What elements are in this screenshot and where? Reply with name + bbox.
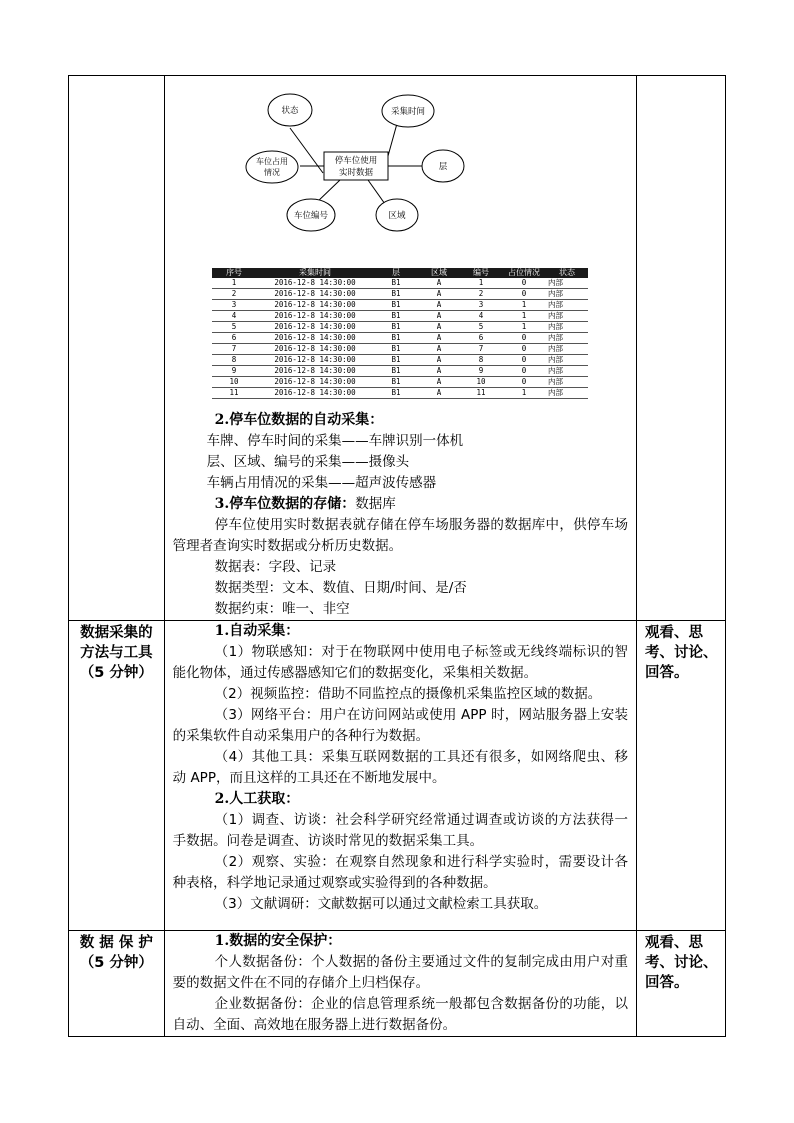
table-cell: B1	[374, 322, 418, 333]
section-duration: （5 分钟）	[79, 665, 153, 681]
table-cell: B1	[374, 366, 418, 377]
table-row	[212, 366, 588, 377]
table-cell: A	[418, 355, 460, 366]
protection-paragraph: 企业数据备份：企业的信息管理系统一般都包含数据备份的功能，以自动、全面、高效地在服务器上进行数据备份。	[172, 996, 628, 1033]
activity-line: 回答。	[645, 665, 689, 681]
row2-right-cell	[637, 621, 726, 931]
table-row	[212, 344, 588, 355]
table-cell: 内部	[546, 388, 588, 399]
auto-item: （3）网络平台：用户在访问网站或使用 APP 时，网站服务器上安装的采集软件自动采集用户的各种行为数据。	[172, 707, 628, 744]
table-cell: 2016-12-8 14:30:00	[256, 289, 374, 300]
table-cell: 2016-12-8 14:30:00	[256, 322, 374, 333]
col-header: 占位情况	[502, 268, 546, 278]
table-cell: B1	[374, 311, 418, 322]
protection-paragraph: 个人数据备份：个人数据的备份主要通过文件的复制完成由用户对重要的数据文件在不同的存储介上归档保存。	[172, 954, 628, 991]
auto-item: （1）物联感知：对于在物联网中使用电子标签或无线终端标识的智能化物体，通过传感器感知它们的数据变化，采集相关数据。	[172, 644, 628, 681]
row1-left-cell	[69, 76, 165, 621]
col-header: 采集时间	[256, 268, 374, 278]
table-cell: B1	[374, 300, 418, 311]
table-cell: 2016-12-8 14:30:00	[256, 366, 374, 377]
table-row	[212, 333, 588, 344]
manual-item: （1）调查、访谈：社会科学研究经常通过调查或访谈的方法获得一手数据。问卷是调查、访谈时常见的数据采集工具。	[172, 812, 628, 849]
table-cell: 1	[502, 388, 546, 399]
table-cell: B1	[374, 355, 418, 366]
table-cell: 1	[502, 300, 546, 311]
entity-attribute-diagram	[240, 88, 560, 238]
storage-heading-tail: 数据库	[355, 496, 396, 512]
col-header: 编号	[460, 268, 502, 278]
table-cell: 0	[502, 344, 546, 355]
col-header: 区域	[418, 268, 460, 278]
occupancy-node-label: 车位占用	[256, 157, 288, 166]
table-cell: 1	[502, 322, 546, 333]
section-title-line: 数 据 保 护	[79, 935, 153, 951]
table-cell: A	[418, 366, 460, 377]
table-cell: 内部	[546, 333, 588, 344]
area-node-label: 区域	[388, 211, 406, 221]
number-node-label: 车位编号	[293, 211, 329, 221]
manual-item: （2）观察、实验：在观察自然现象和进行科学实验时，需要设计各种表格，科学地记录通过观察或实验得到的各种数据。	[172, 854, 628, 891]
table-cell: 内部	[546, 311, 588, 322]
auto-item: （4）其他工具：采集互联网数据的工具还有很多，如网络爬虫、移动 APP，而且这样的工具还在不断地发展中。	[172, 749, 628, 786]
table-cell: 8	[212, 355, 256, 366]
table-cell: 3	[460, 300, 502, 311]
table-cell: 0	[502, 289, 546, 300]
collect-heading: 2.停车位数据的自动采集：	[214, 412, 384, 428]
activity-line: 考、讨论、	[645, 955, 718, 971]
row2-content-cell	[164, 621, 636, 931]
auto-heading: 1.自动采集：	[214, 623, 300, 639]
table-cell: 内部	[546, 377, 588, 388]
table-row	[212, 377, 588, 388]
table-row	[212, 278, 588, 289]
table-cell: 2016-12-8 14:30:00	[256, 344, 374, 355]
table-cell: 内部	[546, 366, 588, 377]
protection-heading: 1.数据的安全保护：	[214, 933, 342, 949]
activity-line: 回答。	[645, 975, 689, 991]
section-title-line: 方法与工具	[80, 645, 153, 661]
center-entity-line: 实时数据	[338, 168, 374, 178]
table-cell: 0	[502, 377, 546, 388]
time-node-label: 采集时间	[390, 107, 426, 117]
activity-line: 观看、思	[645, 625, 703, 641]
table-cell: 2016-12-8 14:30:00	[256, 300, 374, 311]
table-row	[212, 355, 588, 366]
manual-heading: 2.人工获取：	[214, 791, 300, 807]
collect-line: 车辆占用情况的采集——超声波传感器	[206, 475, 437, 491]
table-cell: 10	[460, 377, 502, 388]
table-cell: 10	[212, 377, 256, 388]
activity-line: 观看、思	[645, 935, 703, 951]
table-cell: 2	[212, 289, 256, 300]
table-cell: 5	[460, 322, 502, 333]
table-cell: 0	[502, 333, 546, 344]
storage-line: 数据类型：文本、数值、日期/时间、是/否	[214, 580, 467, 596]
table-cell: 0	[502, 278, 546, 289]
col-header: 状态	[546, 268, 588, 278]
table-cell: B1	[374, 388, 418, 399]
floor-node-label: 层	[438, 162, 448, 172]
table-cell: A	[418, 333, 460, 344]
storage-line: 数据约束：唯一、非空	[214, 601, 350, 617]
table-cell: 3	[212, 300, 256, 311]
table-cell: 2016-12-8 14:30:00	[256, 333, 374, 344]
status-node-label: 状态	[281, 106, 299, 116]
table-cell: 11	[212, 388, 256, 399]
table-cell: 内部	[546, 344, 588, 355]
table-cell: 2016-12-8 14:30:00	[256, 278, 374, 289]
table-cell: 2	[460, 289, 502, 300]
table-cell: A	[418, 311, 460, 322]
table-cell: 2016-12-8 14:30:00	[256, 388, 374, 399]
section-duration: （5 分钟）	[79, 955, 153, 971]
table-cell: B1	[374, 333, 418, 344]
col-header: 层	[374, 268, 418, 278]
section-title-line: 数据采集的	[80, 625, 153, 641]
table-cell: A	[418, 344, 460, 355]
table-cell: 0	[502, 366, 546, 377]
table-cell: 9	[212, 366, 256, 377]
table-row	[212, 289, 588, 300]
table-row	[212, 388, 588, 399]
table-cell: 1	[460, 278, 502, 289]
table-cell: A	[418, 289, 460, 300]
table-cell: 2016-12-8 14:30:00	[256, 377, 374, 388]
collect-line: 层、区域、编号的采集——摄像头	[206, 454, 410, 470]
table-row	[212, 322, 588, 333]
table-cell: A	[418, 377, 460, 388]
table-cell: 6	[460, 333, 502, 344]
storage-paragraph: 停车位使用实时数据表就存储在停车场服务器的数据库中，供停车场管理者查询实时数据或分析历史数据。	[172, 517, 628, 554]
table-cell: A	[418, 388, 460, 399]
occupancy-node	[246, 151, 298, 183]
table-cell: 内部	[546, 300, 588, 311]
table-cell: 8	[460, 355, 502, 366]
table-cell: 9	[460, 366, 502, 377]
table-cell: B1	[374, 377, 418, 388]
activity-line: 考、讨论、	[645, 645, 718, 661]
row2-left-cell	[69, 621, 165, 931]
table-cell: 6	[212, 333, 256, 344]
table-cell: 1	[212, 278, 256, 289]
storage-heading: 3.停车位数据的存储：数据库	[214, 496, 396, 512]
table-cell: 0	[502, 355, 546, 366]
table-cell: 1	[502, 311, 546, 322]
table-cell: B1	[374, 344, 418, 355]
table-row	[212, 300, 588, 311]
storage-line: 数据表：字段、记录	[214, 559, 337, 575]
manual-item: （3）文献调研：文献数据可以通过文献检索工具获取。	[214, 896, 548, 912]
table-cell: B1	[374, 278, 418, 289]
table-cell: 5	[212, 322, 256, 333]
row3-left-cell	[69, 931, 165, 1037]
table-row	[212, 311, 588, 322]
center-entity-line: 停车位使用	[334, 156, 378, 166]
table-cell: A	[418, 278, 460, 289]
table-cell: 7	[460, 344, 502, 355]
table-cell: 11	[460, 388, 502, 399]
parking-data-table	[212, 268, 588, 399]
table-header-row	[212, 268, 588, 278]
row1-right-cell	[637, 76, 726, 621]
table-cell: 2016-12-8 14:30:00	[256, 355, 374, 366]
table-cell: B1	[374, 289, 418, 300]
connector-line	[368, 180, 385, 204]
table-cell: A	[418, 300, 460, 311]
table-cell: 4	[212, 311, 256, 322]
table-cell: 内部	[546, 355, 588, 366]
table-cell: 内部	[546, 289, 588, 300]
occupancy-node-label: 情况	[264, 168, 280, 177]
table-cell: 7	[212, 344, 256, 355]
col-header: 序号	[212, 268, 256, 278]
row3-right-cell	[637, 931, 726, 1037]
table-cell: A	[418, 322, 460, 333]
table-cell: 4	[460, 311, 502, 322]
table-cell: 2016-12-8 14:30:00	[256, 311, 374, 322]
auto-item: （2）视频监控：借助不同监控点的摄像机采集监控区域的数据。	[214, 686, 602, 702]
collect-line: 车牌、停车时间的采集——车牌识别一体机	[206, 433, 464, 449]
table-cell: 内部	[546, 322, 588, 333]
row3-content-cell	[164, 931, 636, 1037]
table-cell: 内部	[546, 278, 588, 289]
